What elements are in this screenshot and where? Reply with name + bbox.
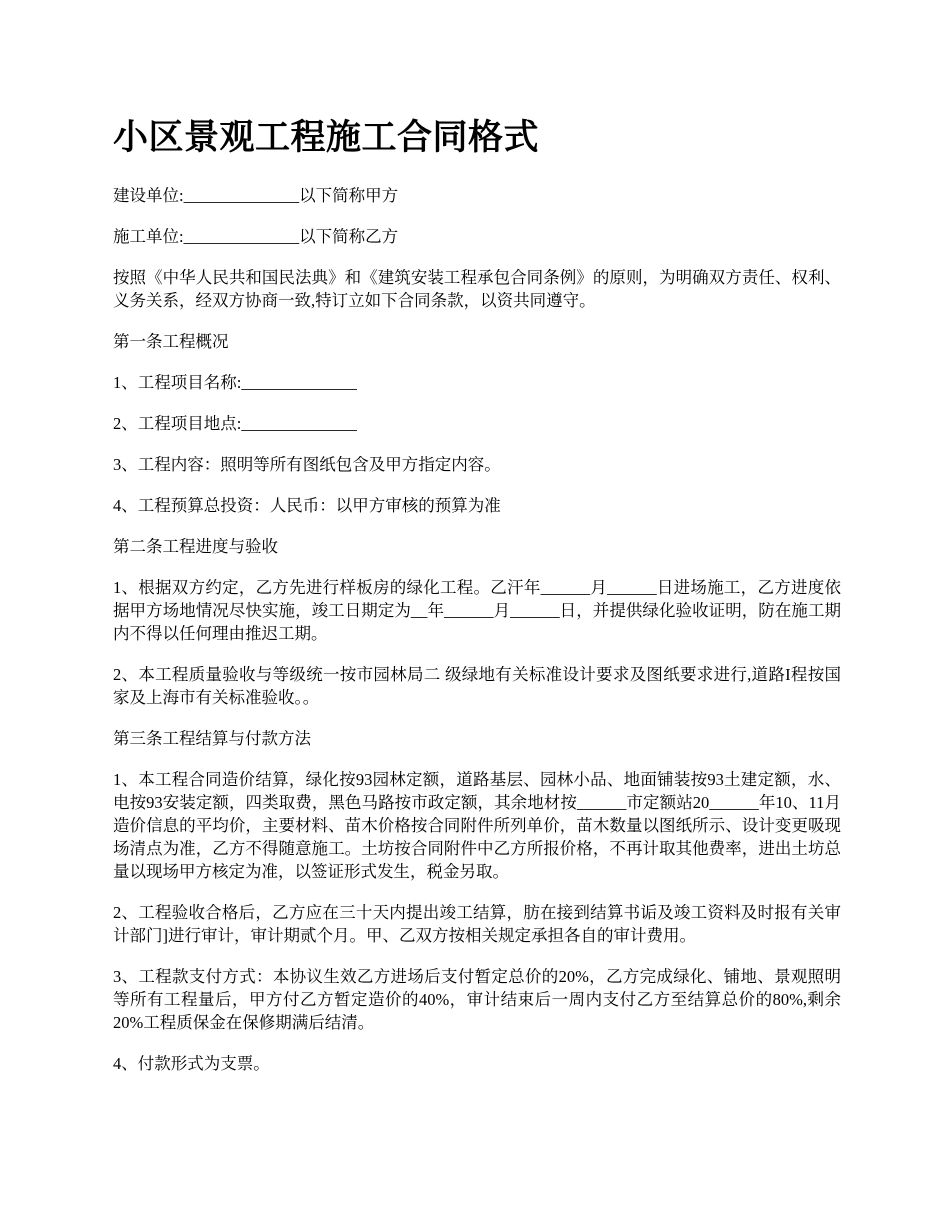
article-1-item-1: 1、工程项目名称:______________ (113, 373, 357, 392)
article-1-heading: 第一条工程概况 (113, 332, 229, 351)
document-page (113, 112, 841, 1093)
article-3-item-3: 3、工程款支付方式：本协议生效乙方进场后支付暂定总价的20%，乙方完成绿化、铺地、景观照明等所有工程量后，甲方付乙方暂定造价的40%，审计结束后一周内支付乙方至结算总价的80%,剩余20%工程质保金在保修期满后结清。 (113, 967, 841, 1032)
article-2-item-2: 2、本工程质量验收与等级统一按市园林局二 级绿地有关标准设计要求及图纸要求进行,道路I程按国家及上海市有关标准验收。。 (113, 665, 841, 707)
article-3-item-1: 1、本工程合同造价结算，绿化按93园林定额，道路基层、园林小品、地面铺装按93土建定额，水、电按93安装定额，四类取费，黑色马路按市政定额，其余地材按______市定额站20______年10、11月造价信息的平均价，主要材料、苗木价格按合同附件所列单价，苗木数量以图纸所示、设计变更吸现场清点为准，乙方不得随意施工。土坊按合同附件中乙方所报价格，不再计取其他费率，进出土坊总量以现场甲方核定为准，以签证形式发生，税金另取。 (113, 770, 841, 881)
party-a-line: 建设单位:______________以下简称甲方 (113, 186, 399, 205)
article-1-item-3: 3、工程内容：照明等所有图纸包含及甲方指定内容。 (113, 455, 501, 474)
document-title: 小区景观工程施工合同格式 (113, 118, 540, 157)
article-3-item-4: 4、付款形式为支票。 (113, 1054, 270, 1073)
article-3-heading: 第三条工程结算与付款方法 (113, 729, 311, 748)
article-2-item-1: 1、根据双方约定，乙方先进行样板房的绿化工程。乙汗年______月______日进场施工，乙方进度依据甲方场地情况尽快实施，竣工日期定为__年______月______日，并提供绿化验收证明，防在施工期内不得以任何理由推迟工期。 (113, 578, 841, 643)
preamble-paragraph: 按照《中华人民共和国民法典》和《建筑安装工程承包合同条例》的原则，为明确双方责任、权利、义务关系，经双方协商一致,特订立如下合同条款，以资共同遵守。 (113, 268, 841, 310)
article-3-item-2: 2、工程验收合格后，乙方应在三十天内提出竣工结算，肪在接到结算书诟及竣工资料及时报有关审计部门]进行审计，审计期贰个月。甲、乙双方按相关规定承担各自的审计费用。 (113, 903, 841, 945)
article-1-item-2: 2、工程项目地点:______________ (113, 414, 357, 433)
party-b-line: 施工单位:______________以下简称乙方 (113, 227, 399, 246)
article-1-item-4: 4、工程预算总投资：人民币：以甲方审核的预算为准 (113, 496, 501, 515)
article-2-heading: 第二条工程进度与验收 (113, 537, 278, 556)
